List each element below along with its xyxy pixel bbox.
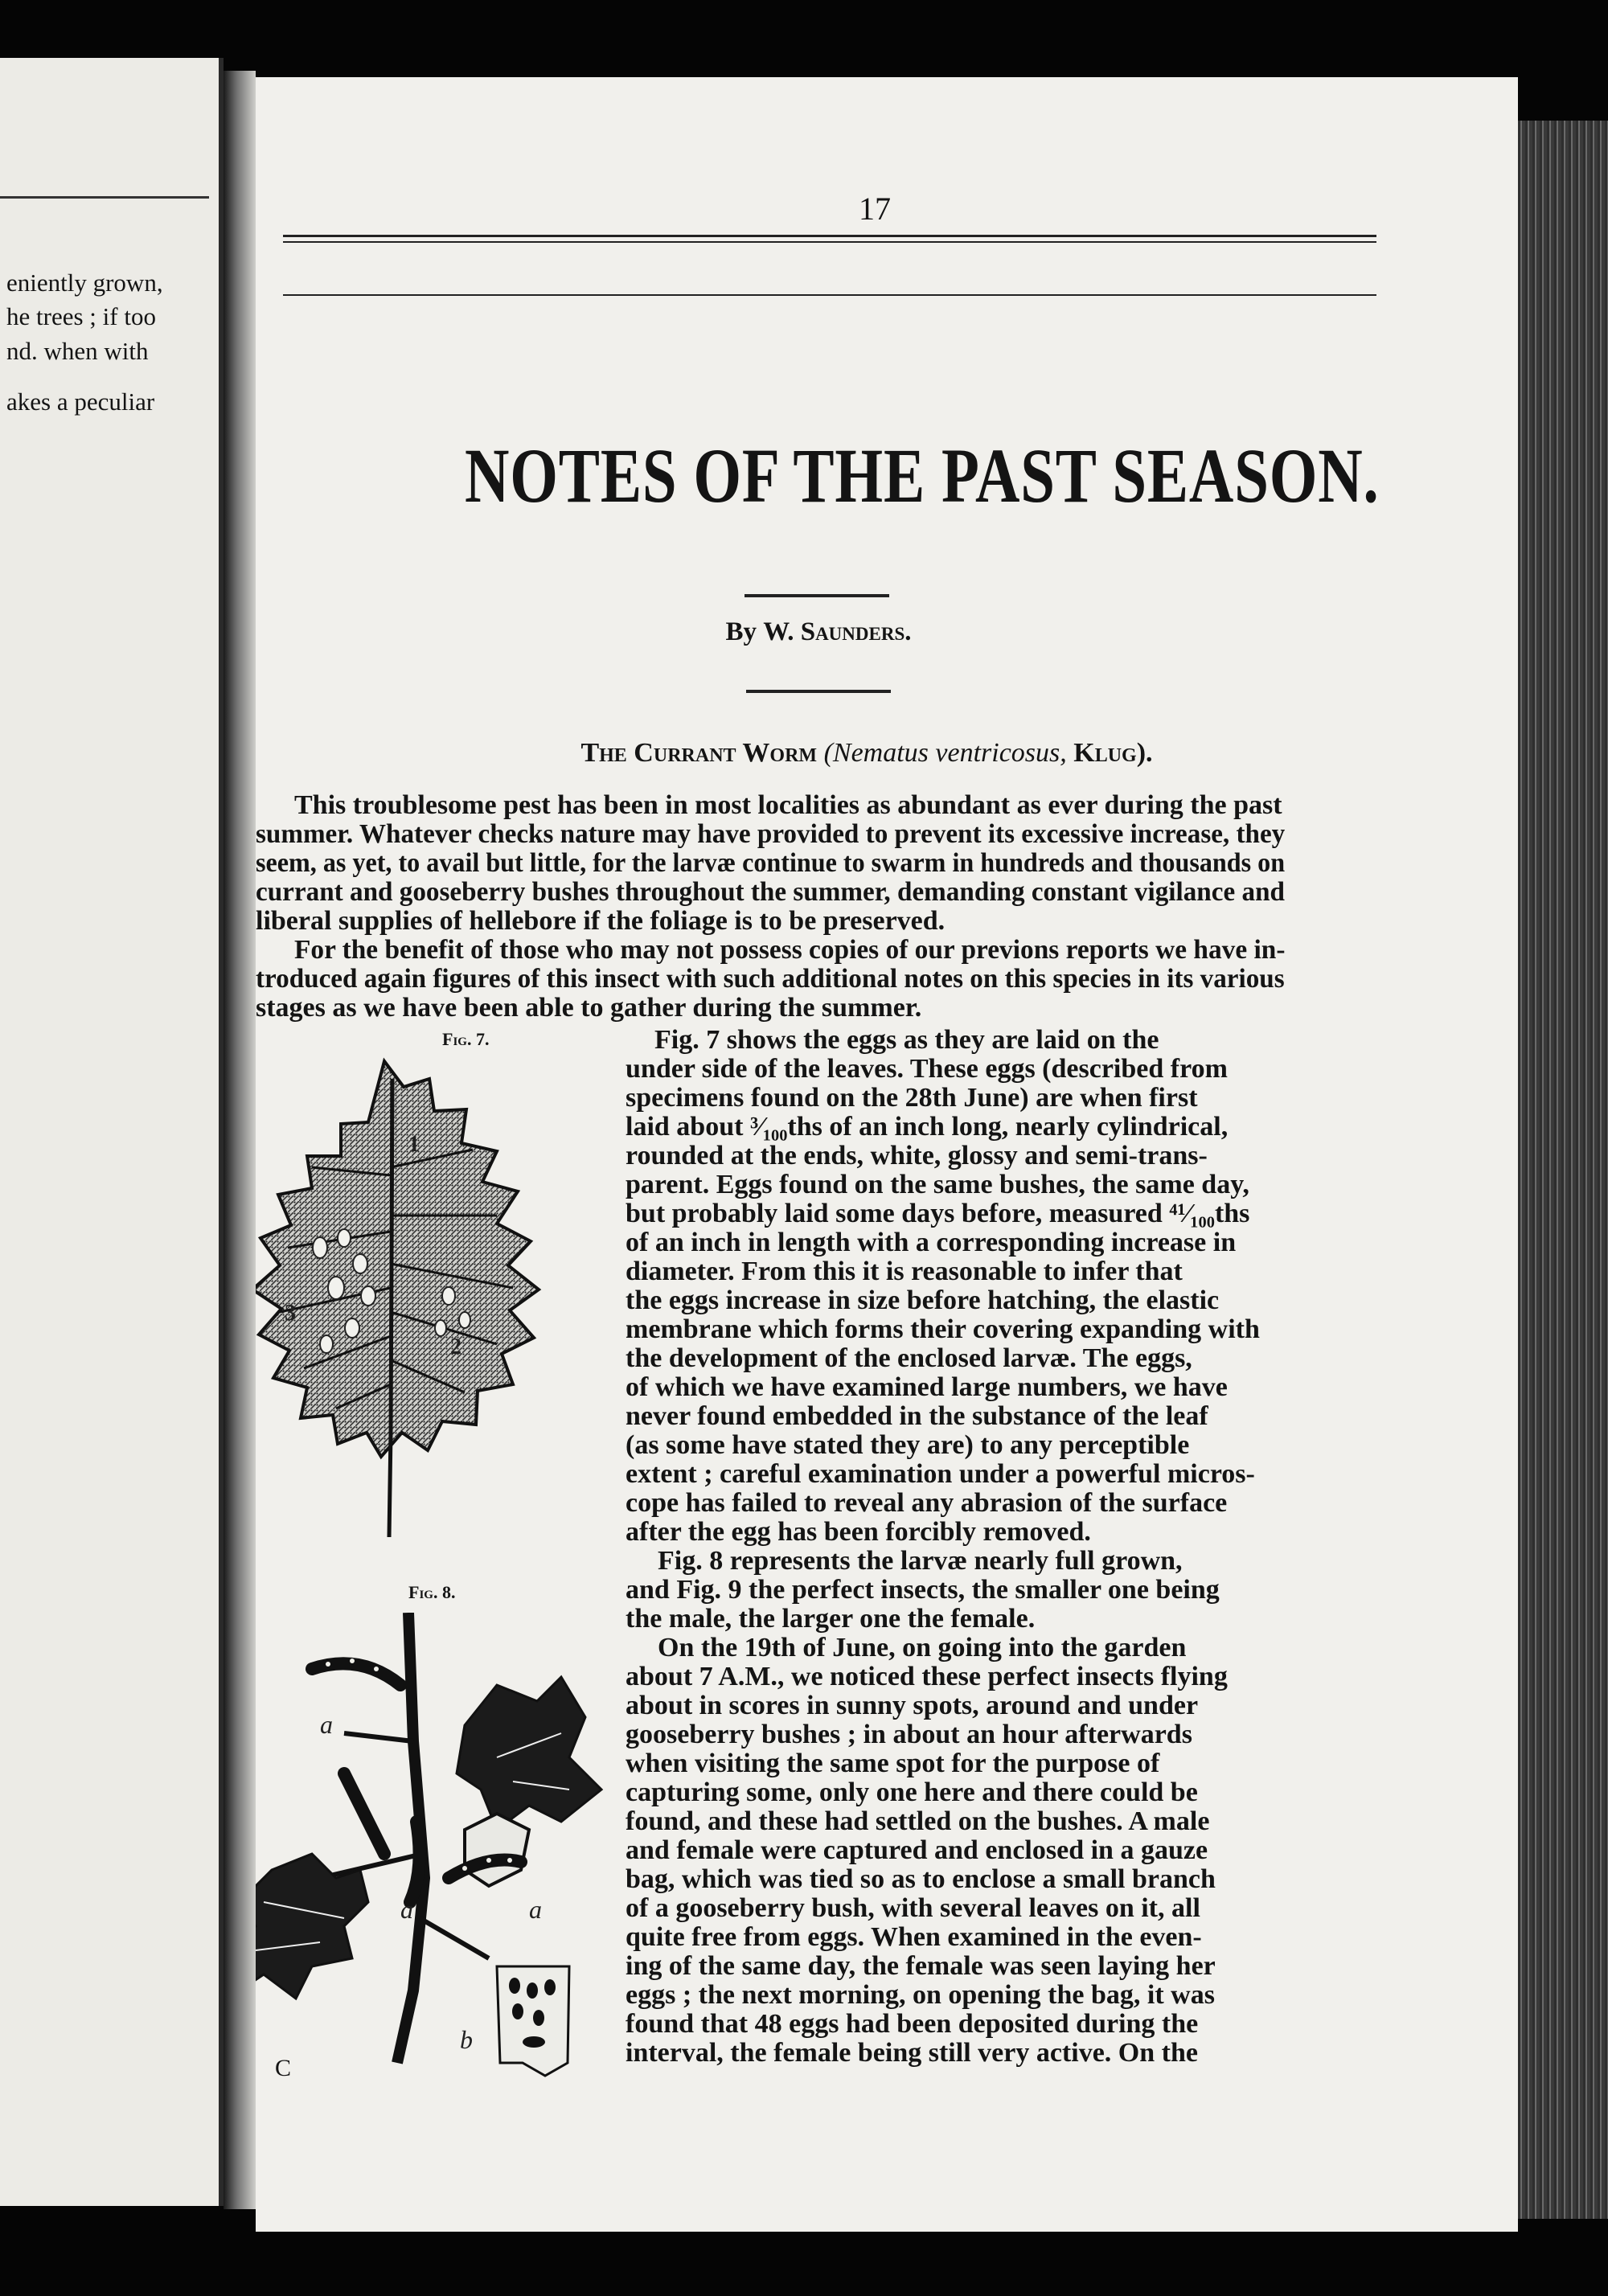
- book-gutter: [224, 71, 256, 2209]
- text-line: found that 48 eggs had been deposited during the: [626, 2009, 1199, 2039]
- facing-page-line: nd. when with: [6, 337, 149, 365]
- text-line: after the egg has been forcibly removed.: [626, 1517, 1091, 1547]
- text-line: never found embedded in the substance of the leaf: [626, 1401, 1208, 1431]
- text-line: interval, the female being still very active. On the: [626, 2038, 1198, 2068]
- text-line: the eggs increase in size before hatching, the elastic: [626, 1285, 1220, 1315]
- text-line: troduced again figures of this insect with such additional notes on this species in its various: [256, 964, 1285, 994]
- header-rule-top: [283, 235, 1376, 237]
- author-name: W. Saunders.: [763, 617, 912, 646]
- text-line: cope has failed to reveal any abrasion of the surface: [626, 1488, 1228, 1518]
- text-line: found, and these had settled on the bushes. A male: [626, 1806, 1210, 1836]
- figure-8-label: a: [320, 1710, 333, 1739]
- text-line: summer. Whatever checks nature may have provided to prevent its excessive increase, they: [256, 819, 1286, 849]
- leaf-right: [457, 1677, 601, 1830]
- title-rule: [745, 594, 889, 597]
- text-line: under side of the leaves. These eggs (described from: [626, 1054, 1228, 1084]
- text-line: when visiting the same spot for the purpose of: [626, 1749, 1160, 1778]
- text-line: capturing some, only one here and there could be: [626, 1777, 1198, 1807]
- leaf-shape: [256, 1061, 539, 1457]
- text-line: specimens found on the 28th June) are when first: [626, 1083, 1198, 1113]
- byline-prefix: By: [725, 617, 757, 646]
- text-line: diameter. From this it is reasonable to infer that: [626, 1257, 1183, 1286]
- text-line: and Fig. 9 the perfect insects, the smaller one being: [626, 1575, 1220, 1605]
- figure-8-label: a: [400, 1895, 413, 1924]
- text-line: extent ; careful examination under a powerful micros-: [626, 1459, 1255, 1489]
- figure-7-label: 3: [285, 1301, 296, 1326]
- text-line: and female were captured and enclosed in a gauze: [626, 1835, 1208, 1865]
- book-page: [256, 77, 1518, 2232]
- figure-8-label: a: [529, 1895, 542, 1924]
- facing-page-line: eniently grown,: [6, 269, 163, 297]
- page-edge-binding: [1518, 121, 1608, 2219]
- text-line: quite free from eggs. When examined in the even-: [626, 1922, 1202, 1952]
- text-line: of an inch in length with a corresponding increase in: [626, 1228, 1237, 1257]
- text-line: eggs ; the next morning, on opening the bag, it was: [626, 1980, 1215, 2010]
- byline: [674, 617, 963, 647]
- facing-page-line: akes a peculiar: [6, 387, 155, 416]
- leaf-left: [256, 1854, 368, 1999]
- header-rule-bottom: [283, 294, 1376, 296]
- text-line: membrane which forms their covering expanding with: [626, 1314, 1260, 1344]
- text-line: the male, the larger one the female.: [626, 1604, 1036, 1634]
- text-line: currant and gooseberry bushes throughout the summer, demanding constant vigilance and: [256, 877, 1285, 907]
- species-name: (Nematus ventricosus,: [823, 738, 1067, 768]
- text-line: This troublesome pest has been in most localities as abundant as ever during the past: [294, 790, 1282, 820]
- page-number: 17: [859, 191, 891, 227]
- text-line: Fig. 7 shows the eggs as they are laid on the: [654, 1025, 1159, 1055]
- text-line: parent. Eggs found on the same bushes, the same day,: [626, 1170, 1249, 1199]
- signature-mark: C: [275, 2055, 292, 2081]
- text-line: For the benefit of those who may not possess copies of our previons reports we have in-: [294, 935, 1286, 965]
- article-title: NOTES OF THE PAST SEASON.: [465, 433, 1380, 519]
- text-line: stages as we have been able to gather during the summer.: [256, 993, 922, 1023]
- text-line: of which we have examined large numbers, we have: [626, 1372, 1228, 1402]
- text-line: about 7 A.M., we noticed these perfect insects flying: [626, 1662, 1228, 1691]
- leaf-pale: [465, 1814, 529, 1886]
- facing-page-rule: [0, 196, 209, 199]
- facing-page-fragment: [0, 58, 224, 2206]
- figure-7-leaf-illustration: [256, 1055, 650, 1569]
- section-title: The Currant Worm: [580, 738, 818, 768]
- text-line: liberal supplies of hellebore if the foliage is to be preserved.: [256, 906, 946, 936]
- text-line: seem, as yet, to avail but little, for the larvæ continue to swarm in hundreds and thousands on: [256, 848, 1286, 878]
- facing-page-line: he trees ; if too: [6, 302, 156, 330]
- text-line: Fig. 8 represents the larvæ nearly full grown,: [658, 1546, 1183, 1576]
- text-line: ing of the same day, the female was seen laying her: [626, 1951, 1216, 1981]
- text-line: but probably laid some days before, measured ⁴¹⁄₁₀₀ths: [626, 1199, 1250, 1228]
- figure-7-caption: Fig. 7.: [442, 1029, 490, 1049]
- figure-8-caption: Fig. 8.: [408, 1582, 456, 1602]
- text-line: about in scores in sunny spots, around and under: [626, 1691, 1199, 1720]
- text-line: (as some have stated they are) to any perceptible: [626, 1430, 1190, 1460]
- figure-8-larvae-illustration: [256, 1613, 609, 2087]
- text-line: bag, which was tied so as to enclose a small branch: [626, 1864, 1216, 1894]
- figure-7-label: 2: [450, 1335, 461, 1359]
- figure-8-label: b: [460, 2025, 473, 2054]
- species-authority: Klug).: [1073, 738, 1153, 768]
- text-line: of a gooseberry bush, with several leaves on it, all: [626, 1893, 1200, 1923]
- byline-rule: [746, 690, 891, 693]
- text-line: gooseberry bushes ; in about an hour afterwards: [626, 1720, 1192, 1749]
- text-line: laid about ³⁄₁₀₀ths of an inch long, nearly cylindrical,: [626, 1112, 1229, 1142]
- text-line: the development of the enclosed larvæ. The eggs,: [626, 1343, 1192, 1373]
- text-line: On the 19th of June, on going into the garden: [658, 1633, 1187, 1663]
- header-rule-middle: [283, 241, 1376, 243]
- figure-7-label: 1: [408, 1132, 420, 1157]
- text-line: rounded at the ends, white, glossy and semi-trans-: [626, 1141, 1208, 1171]
- section-heading: [392, 738, 1341, 769]
